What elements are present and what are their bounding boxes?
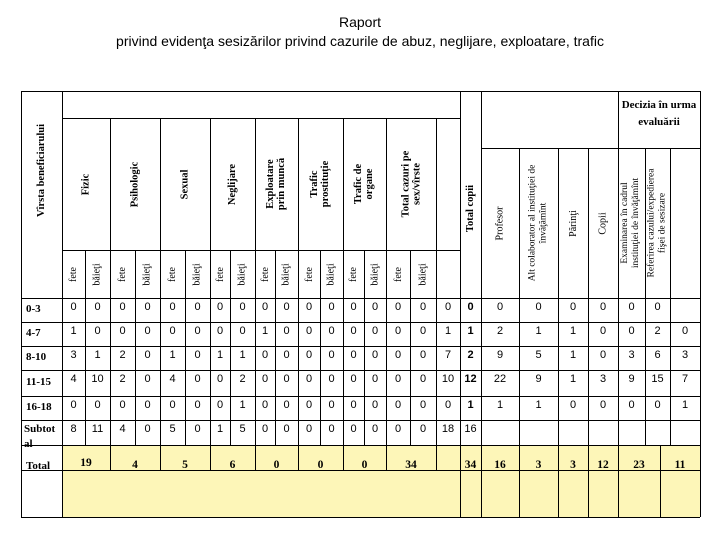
report-title-line2: privind evidenţa sesizărilor privind cazurile de abuz, neglijare, exploatare, trafic — [116, 33, 604, 49]
total-type-fizic: 19 — [80, 457, 92, 469]
cell-r1-c5: 0 — [169, 301, 176, 313]
header-age-group — [21, 91, 62, 250]
cell-r5-c12: 0 — [328, 399, 335, 411]
cell-r1-c24: 0 — [654, 301, 661, 313]
cell-r5-c25: 1 — [681, 399, 689, 411]
grid-h-row-12 — [21, 470, 700, 471]
header-decision-examinare — [618, 148, 645, 298]
header-total-children — [460, 118, 481, 298]
cell-r3-c3: 2 — [119, 349, 126, 361]
row-label-subtotal: Subtot al — [24, 423, 56, 450]
grid-v-type-3 — [210, 118, 211, 470]
cell-r4-c2: 10 — [91, 373, 104, 385]
total-source-4: 12 — [597, 459, 609, 471]
grid-h-bottom — [21, 517, 700, 518]
cell-r2-c16: 0 — [419, 325, 427, 337]
cell-r3-c13: 0 — [350, 349, 357, 361]
cell-r5-c17: 0 — [444, 399, 452, 411]
grid-v-gender-6 — [320, 250, 321, 445]
header-gender-fete-2-text: fete — [117, 266, 128, 282]
header-gender-fete-7 — [343, 250, 364, 298]
total-type-psihologic: 4 — [132, 459, 138, 471]
header-gender-baieti-4-text: băieţi — [237, 262, 248, 286]
header-gender-baieti-1 — [85, 250, 110, 298]
grid-v-source-1 — [519, 148, 520, 517]
cell-r1-c23: 0 — [628, 301, 635, 313]
header-gender-baieti-6 — [320, 250, 343, 298]
cell-subtotal-c6: 0 — [194, 423, 201, 435]
cell-r2-c17: 1 — [444, 325, 452, 337]
cell-r2-c19: 2 — [496, 325, 504, 337]
header-type-exploatare — [255, 118, 298, 250]
total-type-total-sex-virste: 34 — [405, 459, 417, 471]
cell-r2-c11: 0 — [305, 325, 313, 337]
header-gender-fete-6 — [298, 250, 320, 298]
header-type-sexual-text: Sexual — [179, 169, 191, 199]
cell-subtotal-c3: 4 — [119, 423, 126, 435]
cell-r5-c24: 0 — [654, 399, 661, 411]
row-label-2: 4-7 — [26, 327, 41, 339]
cell-r3-c15: 0 — [394, 349, 402, 361]
header-gender-baieti-1-text: băieţi — [92, 262, 103, 286]
cell-r4-c3: 2 — [119, 373, 126, 385]
header-gender-fete-8 — [386, 250, 410, 298]
row-label-total: Total — [26, 460, 51, 472]
header-decision-examinare-text: Examinarea în cadrul instituţiei de învăţămînt — [620, 177, 642, 269]
cell-r5-c2: 0 — [94, 399, 101, 411]
header-type-trafic-organe — [343, 118, 386, 250]
header-source-parinti-text: Părinţi — [567, 209, 579, 237]
cell-r3-c25: 3 — [681, 349, 689, 361]
header-type-total-sex-virste-text: Total cazuri pe sex/vîrste — [400, 150, 423, 218]
header-decision-referire-text: Referirea cazului/expedierea fişei de sesizare — [646, 168, 668, 278]
header-total-children-text: Total copii — [465, 184, 477, 232]
header-gender-baieti-5 — [275, 250, 298, 298]
cell-r4-c24: 15 — [651, 373, 664, 385]
header-gender-fete-5 — [255, 250, 275, 298]
header-type-trafic-prostitutie-text: Trafic prostituţie — [309, 160, 332, 208]
cell-r3-c16: 0 — [419, 349, 427, 361]
cell-r4-c13: 0 — [350, 373, 357, 385]
header-type-psihologic-text: Psihologic — [129, 161, 141, 207]
grid-v-type-4 — [255, 118, 256, 470]
header-type-total-sex-virste — [386, 118, 436, 250]
cell-r2-c13: 0 — [350, 325, 357, 337]
grid-v-type-1 — [110, 118, 111, 470]
grid-h-row-6 — [21, 322, 700, 323]
cell-subtotal-c16: 0 — [419, 423, 427, 435]
total-source-1: 16 — [494, 459, 506, 471]
cell-r4-c14: 0 — [371, 373, 379, 385]
header-gender-baieti-4 — [230, 250, 255, 298]
cell-r3-c21: 1 — [569, 349, 577, 361]
cell-subtotal-c17: 18 — [441, 423, 455, 435]
cell-r3-c5: 1 — [169, 349, 176, 361]
cell-r2-c22: 0 — [599, 325, 607, 337]
total-source-2: 3 — [535, 459, 542, 471]
cell-r1-c1: 0 — [70, 301, 77, 313]
cell-r5-c11: 0 — [305, 399, 313, 411]
cell-r1-c20: 0 — [535, 301, 542, 313]
cell-r5-c15: 0 — [394, 399, 402, 411]
grid-h-types-top — [62, 118, 460, 119]
cell-r1-c15: 0 — [394, 301, 402, 313]
header-type-fizic-text: Fizic — [80, 173, 92, 195]
cell-r5-c9: 0 — [261, 399, 269, 411]
total-decision-1: 23 — [633, 459, 645, 471]
cell-r2-c21: 1 — [569, 325, 577, 337]
cell-r1-c3: 0 — [119, 301, 126, 313]
header-gender-baieti-5-text: băieţi — [281, 262, 292, 286]
cell-r3-c14: 0 — [371, 349, 379, 361]
cell-r1-c8: 0 — [239, 301, 246, 313]
header-type-neglijare-text: Neglijare — [227, 163, 238, 205]
header-type-fizic — [62, 118, 110, 250]
grid-v-gender-2 — [135, 250, 136, 445]
cell-r2-c1: 1 — [70, 325, 77, 337]
header-gender-baieti-7 — [364, 250, 386, 298]
row-label-4: 11-15 — [26, 376, 52, 388]
header-gender-fete-5-text: fete — [259, 266, 271, 282]
grid-v-left — [21, 91, 22, 517]
cell-r2-c2: 0 — [94, 325, 101, 337]
cell-r4-c19: 22 — [493, 373, 507, 385]
cell-r2-c3: 0 — [119, 325, 126, 337]
cell-r3-c20: 5 — [535, 349, 542, 361]
cell-subtotal-c9: 0 — [261, 423, 269, 435]
grid-v-source-2 — [558, 148, 559, 517]
grid-h-row-9 — [21, 396, 700, 397]
cell-r3-c19: 9 — [496, 349, 504, 361]
cell-r4-c22: 3 — [599, 373, 607, 385]
total-source-3: 3 — [570, 459, 576, 471]
header-gender-baieti-6-text: băieţi — [326, 262, 337, 286]
grid-v-type-8 — [436, 118, 437, 470]
cell-r4-c1: 4 — [70, 373, 77, 385]
row-label-3: 8-10 — [26, 351, 47, 363]
grid-v-gender-4 — [230, 250, 231, 445]
total-children-value: 34 — [464, 459, 477, 471]
grid-h-row-11 — [21, 445, 700, 446]
cell-r4-c16: 0 — [419, 373, 427, 385]
grid-v-decision-1 — [645, 148, 646, 445]
grid-v-source-left — [481, 91, 482, 517]
total-type-sexual: 5 — [182, 459, 188, 471]
cell-r2-c15: 0 — [394, 325, 402, 337]
cell-r3-c1: 3 — [70, 349, 77, 361]
grid-h-decision-sub — [618, 148, 700, 149]
grid-v-gender-7 — [364, 250, 365, 445]
header-gender-fete-1 — [62, 250, 85, 298]
header-gender-fete-8-text: fete — [392, 266, 404, 282]
cell-r1-c14: 0 — [371, 301, 379, 313]
cell-r2-c23: 0 — [628, 325, 635, 337]
cell-subtotal-c1: 8 — [70, 423, 77, 435]
row-label-1: 0-3 — [26, 303, 41, 315]
header-type-psihologic — [110, 118, 160, 250]
header-source-parinti — [558, 148, 588, 298]
cell-subtotal-c5: 5 — [169, 423, 176, 435]
report-title-line1: Raport — [338, 14, 382, 30]
cell-subtotal-c2: 11 — [91, 423, 104, 435]
header-gender-fete-3 — [160, 250, 185, 298]
cell-r2-c20: 1 — [535, 325, 542, 337]
cell-r2-c6: 0 — [194, 325, 201, 337]
cell-r3-c22: 0 — [599, 349, 607, 361]
cell-r2-c18: 1 — [467, 325, 474, 337]
header-gender-baieti-3-text: băieţi — [192, 262, 203, 286]
total-type-neglijare: 6 — [229, 459, 236, 471]
cell-r4-c18: 12 — [464, 373, 477, 385]
grid-v-type-5 — [298, 118, 299, 470]
header-abuse-type — [62, 100, 460, 114]
cell-r1-c12: 0 — [328, 301, 335, 313]
cell-r1-c22: 0 — [599, 301, 607, 313]
header-gender-baieti-2-text: băieţi — [142, 262, 153, 286]
cell-r2-c4: 0 — [144, 325, 151, 337]
grid-v-decision-2 — [670, 148, 671, 445]
total-decision-2: 11 — [674, 459, 686, 471]
cell-r3-c2: 1 — [94, 349, 101, 361]
cell-r1-c18: 0 — [467, 301, 474, 313]
cell-r1-c2: 0 — [94, 301, 101, 313]
cell-r3-c4: 0 — [144, 349, 151, 361]
header-gender-baieti-2 — [135, 250, 160, 298]
cell-r1-c19: 0 — [496, 301, 504, 313]
cell-r1-c7: 0 — [216, 301, 224, 313]
cell-r5-c10: 0 — [283, 399, 290, 411]
subtotal-total-highlight — [62, 445, 700, 517]
row-label-5: 16-18 — [26, 401, 52, 413]
cell-r1-c10: 0 — [283, 301, 290, 313]
header-gender-fete-3-text: fete — [167, 266, 178, 282]
cell-r5-c7: 0 — [216, 399, 224, 411]
cell-subtotal-c11: 0 — [305, 423, 313, 435]
grid-v-decision-total — [660, 445, 661, 517]
cell-r5-c19: 1 — [496, 399, 504, 411]
cell-r2-c12: 0 — [328, 325, 335, 337]
grid-v-decision-left — [618, 91, 619, 517]
cell-subtotal-c14: 0 — [371, 423, 379, 435]
header-source-profesor-text: Profesor — [494, 206, 506, 240]
header-source-copii-text: Copii — [597, 211, 609, 235]
grid-h-top — [21, 91, 700, 92]
cell-r5-c18: 1 — [467, 399, 474, 411]
cell-r5-c8: 1 — [239, 399, 246, 411]
cell-r5-c22: 0 — [599, 399, 607, 411]
grid-h-row-5 — [21, 298, 700, 299]
header-decision-referire — [645, 148, 670, 298]
cell-r4-c10: 0 — [283, 373, 290, 385]
cell-r4-c6: 0 — [194, 373, 201, 385]
cell-subtotal-c18: 16 — [464, 423, 477, 435]
grid-h-row-7 — [21, 346, 700, 347]
header-type-trafic-prostitutie — [298, 118, 343, 250]
cell-subtotal-c8: 5 — [239, 423, 246, 435]
cell-r2-c10: 0 — [283, 325, 290, 337]
cell-r3-c6: 0 — [194, 349, 201, 361]
cell-r4-c11: 0 — [305, 373, 313, 385]
cell-r2-c5: 0 — [169, 325, 176, 337]
grid-v-gender-5 — [275, 250, 276, 445]
header-gender-baieti-8-text: băieţi — [417, 262, 429, 286]
header-type-trafic-organe-text: Trafic de organe — [353, 163, 376, 205]
header-gender-fete-6-text: fete — [303, 266, 315, 282]
grid-v-age — [62, 91, 63, 517]
header-gender-baieti-7-text: băieţi — [369, 262, 381, 286]
header-type-sexual — [160, 118, 210, 250]
header-source-copii — [588, 148, 618, 298]
cell-r3-c11: 0 — [305, 349, 313, 361]
total-type-trafic-organe: 0 — [361, 459, 368, 471]
grid-v-gender-3 — [185, 250, 186, 445]
cell-r4-c7: 0 — [216, 373, 224, 385]
header-gender-fete-7-text: fete — [348, 266, 359, 282]
header-gender-fete-1-text: fete — [68, 266, 79, 282]
cell-r3-c9: 0 — [261, 349, 269, 361]
cell-r5-c5: 0 — [169, 399, 176, 411]
grid-v-gender-1 — [85, 250, 86, 445]
total-type-trafic-prostitutie: 0 — [317, 459, 324, 471]
cell-r4-c21: 1 — [569, 373, 577, 385]
cell-r3-c17: 7 — [444, 349, 452, 361]
cell-r4-c12: 0 — [328, 373, 335, 385]
grid-h-row-10 — [21, 420, 700, 421]
cell-subtotal-c12: 0 — [328, 423, 335, 435]
cell-r5-c4: 0 — [144, 399, 151, 411]
grid-v-type-6 — [343, 118, 344, 470]
cell-r2-c24: 2 — [654, 325, 661, 337]
cell-subtotal-c4: 0 — [144, 423, 151, 435]
cell-r5-c23: 0 — [628, 399, 635, 411]
cell-r2-c25: 0 — [681, 325, 689, 337]
cell-r5-c6: 0 — [194, 399, 201, 411]
header-type-neglijare — [210, 118, 255, 250]
cell-r4-c8: 2 — [239, 373, 246, 385]
cell-subtotal-c13: 0 — [350, 423, 357, 435]
header-type-exploatare-text: Exploatare prin muncă — [265, 157, 288, 211]
header-source-colaborator-text: Alt colaborator al instituţiei de învăţămînt — [527, 164, 549, 282]
cell-r3-c24: 6 — [654, 349, 661, 361]
cell-r4-c23: 9 — [628, 373, 635, 385]
grid-v-type-7 — [386, 118, 387, 470]
cell-r1-c6: 0 — [194, 301, 201, 313]
grid-v-total — [460, 91, 461, 517]
cell-r4-c20: 9 — [535, 373, 542, 385]
header-decision: Decizia în urma evaluării — [621, 99, 697, 128]
header-gender-fete-2 — [110, 250, 135, 298]
header-age-group-text: Vîrsta beneficiarului — [36, 123, 48, 218]
header-gender-fete-4-text: fete — [214, 266, 226, 282]
total-type-exploatare: 0 — [273, 459, 280, 471]
header-gender-fete-4 — [210, 250, 230, 298]
header-gender-baieti-3 — [185, 250, 210, 298]
cell-r5-c14: 0 — [371, 399, 379, 411]
cell-r3-c12: 0 — [328, 349, 335, 361]
grid-h-gender-top — [62, 250, 460, 251]
cell-r3-c8: 1 — [239, 349, 246, 361]
cell-r2-c9: 1 — [261, 325, 269, 337]
cell-r2-c14: 0 — [371, 325, 379, 337]
cell-subtotal-c7: 1 — [216, 423, 224, 435]
cell-r3-c18: 2 — [467, 349, 474, 361]
grid-v-right — [700, 91, 701, 517]
cell-subtotal-c15: 0 — [394, 423, 402, 435]
cell-r1-c4: 0 — [144, 301, 151, 313]
grid-v-source-3 — [588, 148, 589, 517]
cell-r5-c20: 1 — [535, 399, 542, 411]
grid-h-source-sub — [481, 148, 618, 149]
header-source-colaborator — [519, 148, 558, 298]
cell-r4-c5: 4 — [169, 373, 176, 385]
cell-r4-c9: 0 — [261, 373, 269, 385]
cell-r1-c13: 0 — [350, 301, 357, 313]
cell-r1-c11: 0 — [305, 301, 313, 313]
cell-r4-c4: 0 — [144, 373, 151, 385]
header-gender-baieti-8 — [410, 250, 436, 298]
cell-r1-c9: 0 — [261, 301, 269, 313]
cell-r5-c13: 0 — [350, 399, 357, 411]
grid-v-type-2 — [160, 118, 161, 470]
cell-r2-c8: 0 — [239, 325, 246, 337]
cell-r3-c7: 1 — [216, 349, 224, 361]
cell-r1-c16: 0 — [419, 301, 427, 313]
header-source-profesor — [481, 148, 519, 298]
cell-r1-c17: 0 — [444, 301, 452, 313]
cell-r3-c10: 0 — [283, 349, 290, 361]
cell-r4-c25: 7 — [681, 373, 689, 385]
header-source — [481, 100, 618, 114]
cell-r5-c1: 0 — [70, 399, 77, 411]
cell-r2-c7: 0 — [216, 325, 224, 337]
cell-r4-c15: 0 — [394, 373, 402, 385]
cell-r5-c3: 0 — [119, 399, 126, 411]
cell-r5-c16: 0 — [419, 399, 427, 411]
cell-subtotal-c10: 0 — [283, 423, 290, 435]
grid-h-row-8 — [21, 370, 700, 371]
grid-v-gender-8 — [410, 250, 411, 445]
cell-r3-c23: 3 — [628, 349, 635, 361]
cell-r4-c17: 10 — [441, 373, 455, 385]
cell-r5-c21: 0 — [569, 399, 577, 411]
cell-r1-c21: 0 — [569, 301, 577, 313]
